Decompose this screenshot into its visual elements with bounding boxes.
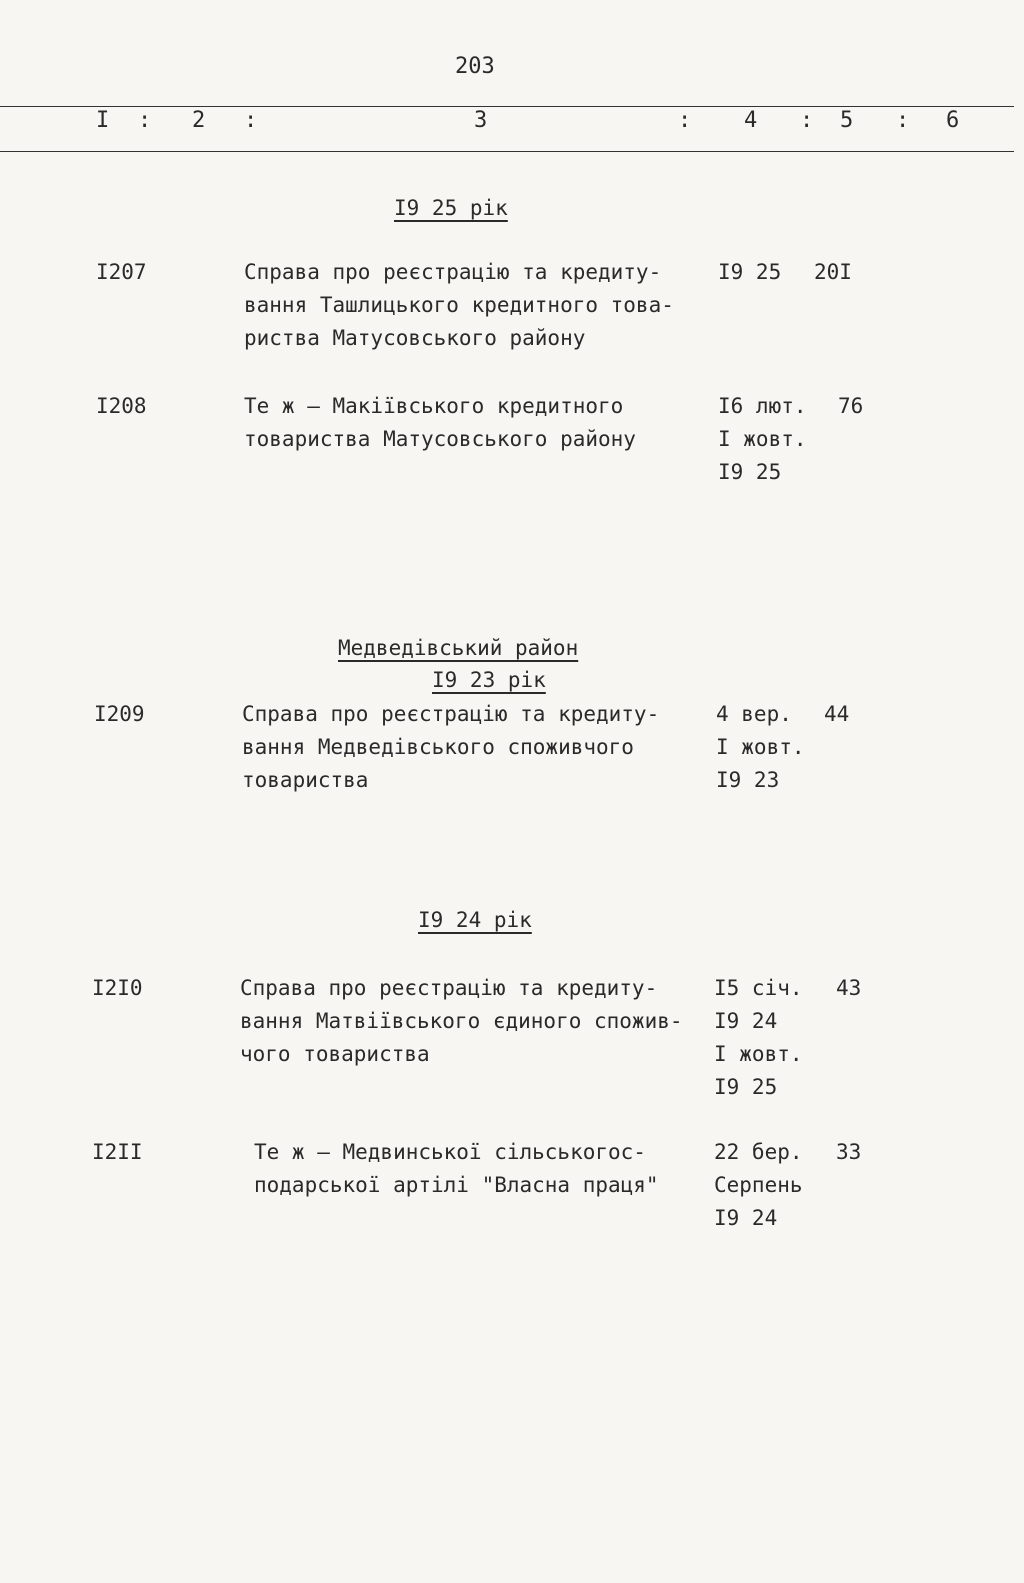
column-header-3: 3 <box>474 108 488 133</box>
column-separator: : <box>678 108 692 133</box>
entry-sheets: 43 <box>836 976 862 1000</box>
entry-dates: 4 вер. I жовт. I9 23 <box>716 702 805 792</box>
entry-description: Справа про реєстрацію та кредиту- вання Ташлицького кредитного това- риства Матусовського району <box>244 260 674 350</box>
entry-sheets: 76 <box>838 394 864 418</box>
entry-dates: I6 лют. I жовт. I9 25 <box>718 394 807 484</box>
header-rule-top <box>0 106 1014 107</box>
entry-description: Те ж – Макіївського кредитного товариства Матусовського району <box>244 394 636 451</box>
entry-number: I2I0 <box>92 976 143 1000</box>
column-separator: : <box>800 108 814 133</box>
column-header-1: I <box>96 108 110 133</box>
column-header-5: 5 <box>840 108 854 133</box>
column-separator: : <box>896 108 910 133</box>
header-rule-bottom <box>0 151 1014 152</box>
column-separator: : <box>244 108 258 133</box>
entry-dates: I5 січ. I9 24 I жовт. I9 25 <box>714 976 803 1099</box>
year-heading: I9 25 рік <box>394 196 508 220</box>
column-header-2: 2 <box>192 108 206 133</box>
entry-dates: 22 бер. Серпень I9 24 <box>714 1140 803 1230</box>
year-heading: I9 23 рік <box>432 668 546 692</box>
entry-number: I2II <box>92 1140 143 1164</box>
entry-description: Справа про реєстрацію та кредиту- вання Медведівського споживчого товариства <box>242 702 660 792</box>
entry-dates: I9 25 <box>718 260 782 284</box>
column-header-6: 6 <box>946 108 960 133</box>
district-heading: Медведівський район <box>338 636 579 660</box>
page-number: 203 <box>455 54 495 79</box>
entry-sheets: 33 <box>836 1140 862 1164</box>
column-separator: : <box>138 108 152 133</box>
entry-number: I209 <box>94 702 145 726</box>
entry-description: Справа про реєстрацію та кредиту- вання Матвіївського єдиного спожив- чого товариства <box>240 976 683 1066</box>
entry-number: I207 <box>96 260 147 284</box>
year-heading: I9 24 рік <box>418 908 532 932</box>
entry-number: I208 <box>96 394 147 418</box>
entry-description: Те ж – Медвинської сільськогос- подарської артілі "Власна праця" <box>254 1140 659 1197</box>
entry-sheets: 44 <box>824 702 850 726</box>
entry-sheets: 20I <box>814 260 852 284</box>
column-header-4: 4 <box>744 108 758 133</box>
